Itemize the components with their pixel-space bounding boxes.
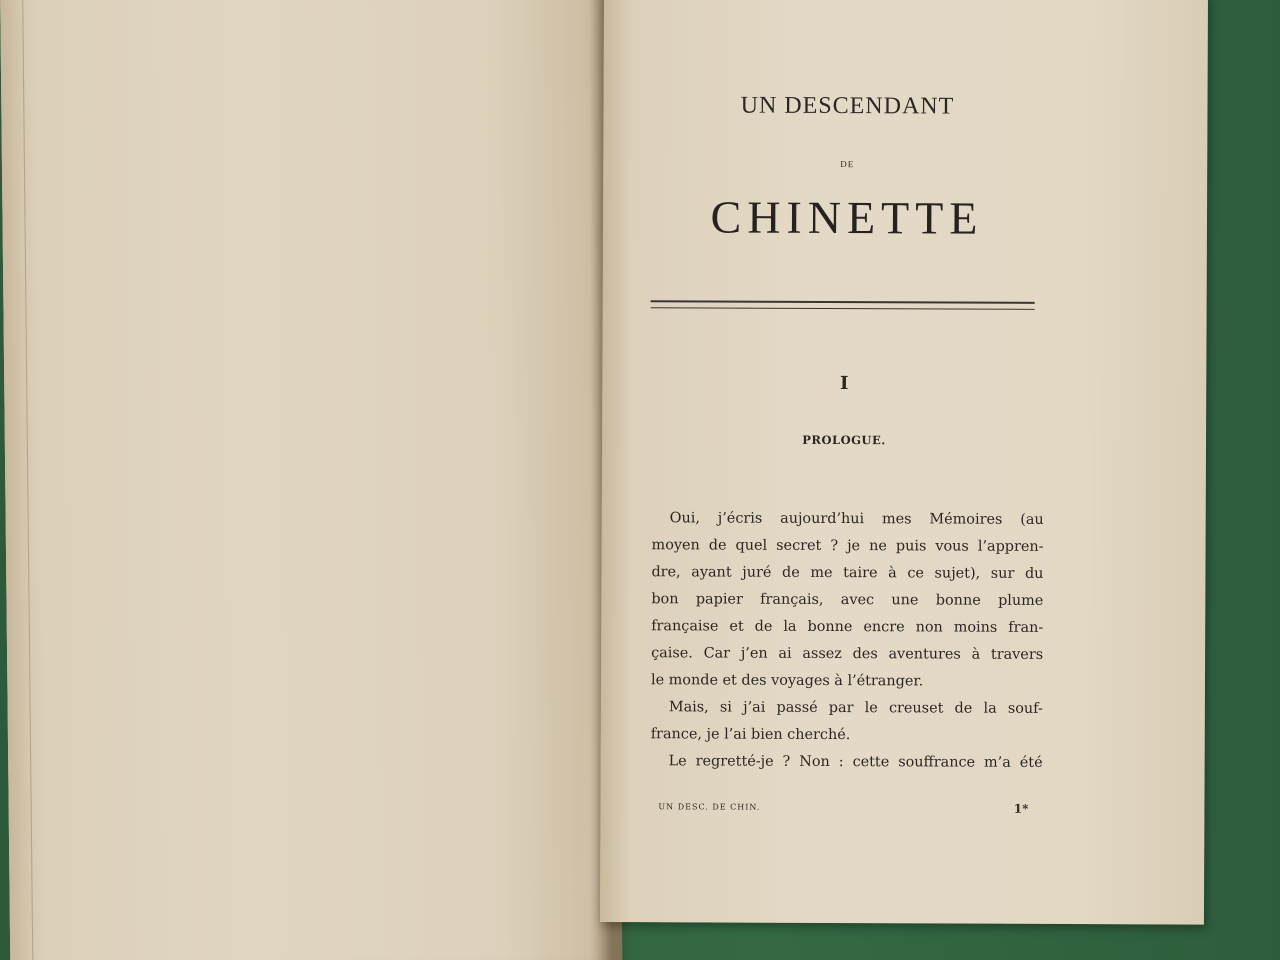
body-line: çaise. Car j’en ai assez des aventures à travers	[651, 645, 1044, 663]
body-text	[651, 505, 1044, 777]
title-double-rule	[651, 300, 1035, 310]
page-footer	[658, 801, 1029, 816]
book-title: CHINETTE	[710, 191, 984, 244]
body-line: moyen de quel secret ? je ne puis vous l’appren-	[651, 537, 1044, 555]
body-line: dre, ayant juré de me taire à ce sujet), sur du	[651, 564, 1044, 582]
footer-signature-title: UN DESC. DE CHIN.	[658, 802, 761, 812]
body-line: le monde et des voyages à l’étranger.	[650, 672, 924, 690]
body-line: Mais, si j’ai passé par le creuset de la souf-	[668, 699, 1043, 717]
page-content	[648, 0, 1044, 924]
title-line-2: DE	[840, 159, 855, 170]
body-line: française et de la bonne encre non moins fran-	[651, 618, 1044, 636]
chapter-title: PROLOGUE.	[802, 432, 886, 448]
chapter-number: I	[840, 373, 849, 395]
body-line: bon papier français, avec une bonne plume	[651, 591, 1044, 609]
left-blank-page	[0, 0, 622, 960]
body-line: france, je l’ai bien cherché.	[650, 726, 851, 744]
left-page-edge	[0, 0, 33, 960]
footer-signature-mark: 1*	[1013, 801, 1029, 816]
right-printed-page	[600, 0, 1208, 925]
body-line: Oui, j’écris aujourd’hui mes Mémoires (au	[669, 510, 1044, 528]
body-line: Le regretté-je ? Non : cette souffrance m’a été	[668, 753, 1043, 771]
title-line-1: UN DESCENDANT	[740, 92, 955, 120]
